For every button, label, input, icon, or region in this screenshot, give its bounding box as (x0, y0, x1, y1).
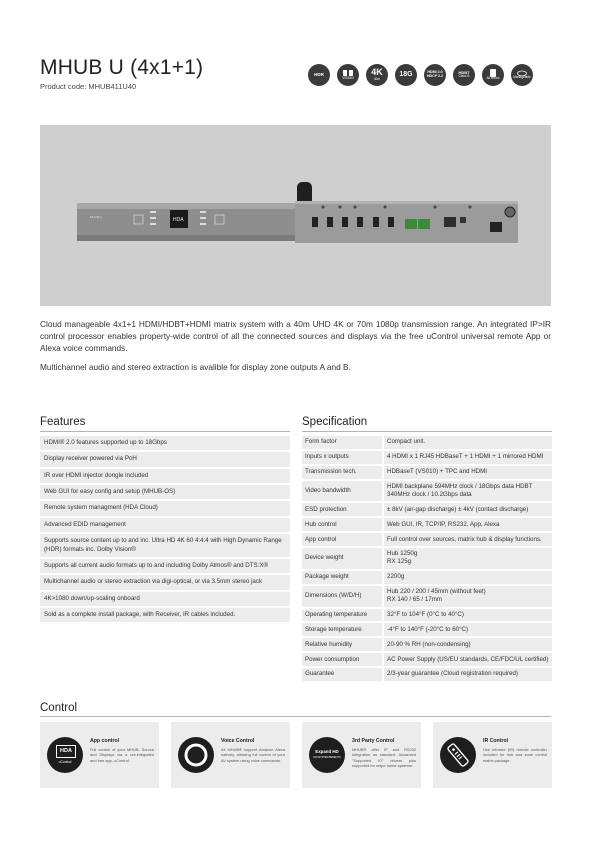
hda-ucontrol-icon: HDA uControl (47, 737, 83, 773)
spec-key: Device weight (302, 547, 383, 570)
card-title: Voice Control (221, 738, 255, 744)
spec-key: Package weight (302, 570, 383, 585)
feature-row (40, 574, 290, 590)
feature-text: IR over HDMI injector dongle included (40, 468, 290, 484)
card-description: Use infrared (IR) remote controller included for hub and zone control matrix package. (483, 747, 547, 763)
feature-text: Supports source content up to and inc. Ultra HD 4K 60 4:4:4 with High Dynamic Range (HDR) formats inc. Dolby Vision® (40, 533, 290, 558)
hdmi-hdcp-icon: HDMI 2.0 HDCP 2.2 (424, 64, 446, 86)
feature-text: 4K>1080 down/up-scaling onboard (40, 591, 290, 607)
feature-text: HDMI® 2.0 features supported up to 18Gbps (40, 436, 290, 451)
spec-row (302, 652, 552, 667)
control-card-voice (171, 722, 290, 788)
feature-badges (308, 64, 533, 86)
spec-row (302, 570, 552, 585)
dolby-vision-icon: VISION (337, 64, 359, 86)
card-description: MHUB® offer IP and RS232 integration as standard. Advanced "Supported IO" drivers plus supported for major home systems. (352, 747, 416, 768)
alexa-icon: All zones (482, 64, 504, 86)
spec-value: ± 8kV (air-gap discharge) ± 4kV (contact discharge) (383, 502, 552, 517)
spec-row (302, 450, 552, 465)
product-code: Product code: MHUB411U40 (40, 82, 137, 91)
feature-row (40, 607, 290, 623)
feature-row (40, 436, 290, 451)
spec-row (302, 465, 552, 480)
mhub-device-illustration (40, 125, 551, 306)
spec-key: Power consumption (302, 652, 383, 667)
spec-key: Operating temperature (302, 608, 383, 623)
ir-remote-icon (440, 737, 476, 773)
card-description: Full control of your MHUB, Source and Displays via a uni-integrated and free app, uControl. (90, 747, 154, 763)
spec-row (302, 667, 552, 682)
front-brand-label: MHUB U (90, 215, 102, 219)
card-title: 3rd Party Control (352, 738, 395, 744)
spec-row (302, 608, 552, 623)
card-description: All MHUB® support Amazon Alexa natively, allowing full control of your AV system using voice commands. (221, 747, 285, 763)
spec-value: Hub 1250g RX 125g (383, 547, 552, 570)
hdbaset-icon: HDBT Class B (453, 64, 475, 86)
spec-value: Web GUI, IR, TCP/IP, RS232, App, Alexa (383, 517, 552, 532)
spec-key: Relative humidity (302, 637, 383, 652)
spec-value: 4 HDMI x 1 RJ45 HDBaseT + 1 HDMI + 1 mirrored HDMI (383, 450, 552, 465)
spec-key: Dimensions (W/D/H) (302, 585, 383, 608)
audio-description: Multichannel audio and stereo extraction is avalible for display zone outputs A and B. (40, 362, 351, 372)
control-heading: Control (40, 702, 78, 714)
spec-value: 2200g (383, 570, 552, 585)
feature-text: Web GUI for easy config and setup (MHUB-OS) (40, 484, 290, 500)
spec-row (302, 517, 552, 532)
specification-divider (302, 431, 552, 432)
spec-key: Inputs x outputs (302, 450, 383, 465)
specification-table (302, 436, 552, 683)
front-display-label: HDA (173, 217, 184, 223)
feature-text: Display receiver powered via PoH (40, 451, 290, 467)
feature-row (40, 591, 290, 607)
feature-row (40, 500, 290, 516)
feature-text: Supports all current audio formats up to and including Dolby Atmos® and DTS:X® (40, 558, 290, 574)
spec-row (302, 547, 552, 570)
product-description: Cloud manageable 4x1+1 HDMI/HDBT+HDMI matrix system with a 40m UHD 4K or 70m 1080p transmission range. An integrated IP>IR control processor enables property-wide control of all the connected sources and displays via the free uControl universal remote App or Alexa voice commands. (40, 319, 551, 353)
spec-key: ESD protection (302, 502, 383, 517)
feature-row (40, 484, 290, 500)
spec-key: Guarantee (302, 667, 383, 682)
hdr-icon: HDR (308, 64, 330, 86)
feature-row (40, 468, 290, 484)
spec-row (302, 585, 552, 608)
card-title: IR Control (483, 738, 509, 744)
spec-value: Compact unit. (383, 436, 552, 450)
spec-key: Hub control (302, 517, 383, 532)
control-card-3rd-party (302, 722, 421, 788)
spec-row (302, 532, 552, 547)
spec-value: HDBaseT (VS010) + TPC and HDMI (383, 465, 552, 480)
feature-row (40, 451, 290, 467)
spec-value: -4°F to 140°F (-20°C to 60°C) (383, 622, 552, 637)
alexa-ring-icon (178, 737, 214, 773)
spec-row (302, 480, 552, 503)
features-list (40, 436, 290, 624)
spec-value: Full control over sources, matrix hub & display functions. (383, 532, 552, 547)
control-card-app (40, 722, 159, 788)
spec-value: HDMI backplane 594MHz clock / 18Gbps data HDBT 340MHz clock / 10.2Gbps data (383, 480, 552, 503)
feature-text: Remote system managment (HDA Cloud) (40, 500, 290, 516)
control-divider (40, 716, 551, 717)
manageable-icon: Manageable (511, 64, 533, 86)
feature-text: Sold as a complete install package, with Receiver, IR cables included. (40, 607, 290, 623)
spec-row (302, 622, 552, 637)
spec-value: 32°F to 104°F (0°C to 40°C) (383, 608, 552, 623)
spec-value: Hub 220 / 200 / 45mm (without feet) RX 140 / 65 / 17mm (383, 585, 552, 608)
control-card-ir (433, 722, 552, 788)
feature-text: Multichannel audio or stereo extraction via digi-optical, or via 3.5mm stereo jack (40, 574, 290, 590)
4k-icon: 4K 40m (366, 64, 388, 86)
spec-row (302, 637, 552, 652)
feature-row (40, 558, 290, 574)
feature-text: Advanced EDID management (40, 517, 290, 533)
product-image (40, 125, 551, 306)
features-heading: Features (40, 416, 86, 428)
features-divider (40, 431, 290, 432)
spec-key: Storage temperature (302, 622, 383, 637)
spec-row (302, 436, 552, 450)
card-title: App control (90, 738, 120, 744)
feature-row (40, 533, 290, 558)
spec-value: 2/3-year guarantee (Cloud registration required) (383, 667, 552, 682)
spec-key: App control (302, 532, 383, 547)
page-title: MHUB U (4x1+1) (40, 56, 204, 79)
spec-value: 20-90 % RH (non-condensing) (383, 637, 552, 652)
spec-key: Transmission tech. (302, 465, 383, 480)
spec-key: Form factor (302, 436, 383, 450)
feature-row (40, 517, 290, 533)
specification-heading: Specification (302, 416, 368, 428)
expand-ecosystem-icon: Expand HD ECOSYSTEM BENEFITS (309, 737, 345, 773)
spec-row (302, 502, 552, 517)
spec-value: AC Power Supply (US/EU standards, CE/FDC/UL certified) (383, 652, 552, 667)
spec-key: Video bandwidth (302, 480, 383, 503)
18g-icon: 18G (395, 64, 417, 86)
